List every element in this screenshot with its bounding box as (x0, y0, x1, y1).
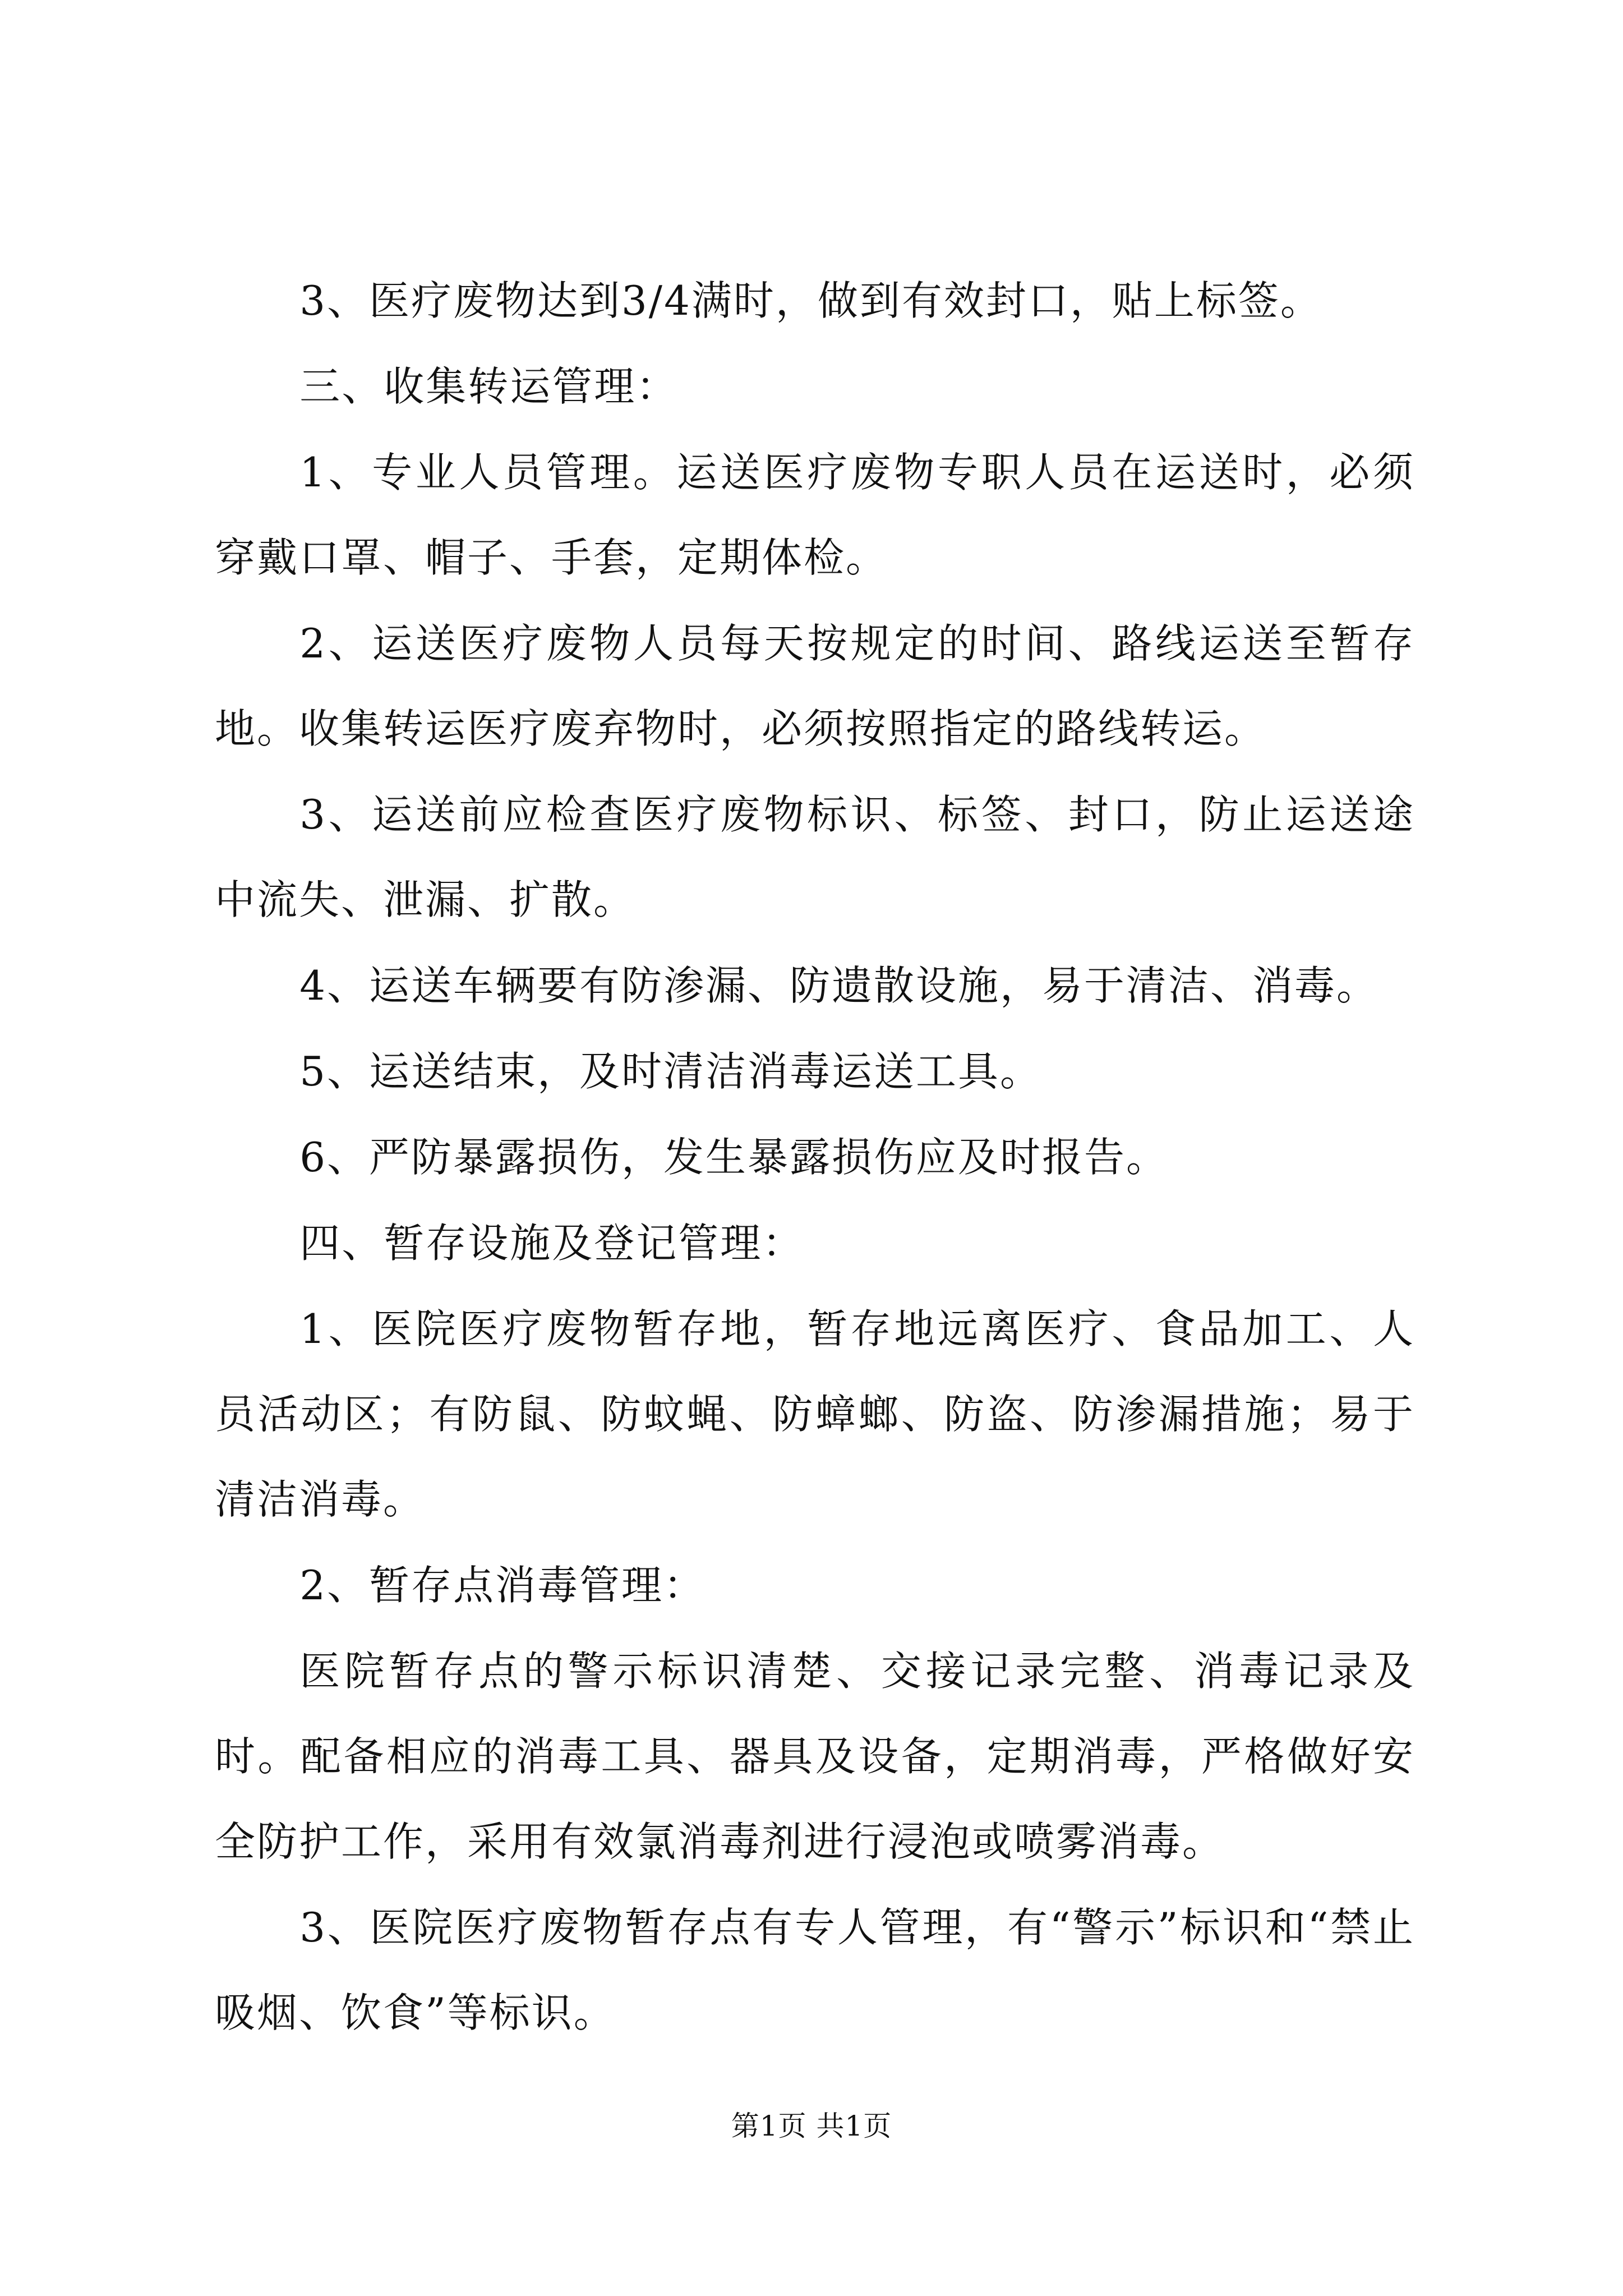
paragraph-storage-disinfection-heading: 2、暂存点消毒管理： (299, 1562, 706, 1609)
paragraph-storage-disinfection-details: 医院暂存点的警示标识清楚、交接记录完整、消毒记录及时。配备相应的消毒工具、器具及设备，定期消毒，严格做好安全防护工作，采用有效氯消毒剂进行浸泡或喷雾消毒。 (215, 1648, 1415, 1865)
paragraph-exposure-report: 6、严防暴露损伤，发生暴露损伤应及时报告。 (299, 1134, 1168, 1181)
paragraph-professional-staff: 1、专业人员管理。运送医疗废物专职人员在运送时，必须穿戴口罩、帽子、手套，定期体检。 (215, 449, 1415, 581)
paragraph-vehicle-requirements: 4、运送车辆要有防渗漏、防遗散设施，易于清洁、消毒。 (299, 962, 1378, 1009)
paragraph-pre-transport-check: 3、运送前应检查医疗废物标识、标签、封口，防止运送途中流失、泄漏、扩散。 (215, 791, 1415, 923)
paragraph-storage-location: 1、医院医疗废物暂存地，暂存地远离医疗、食品加工、人员活动区；有防鼠、防蚊蝇、防蟑螂、防盗、防渗漏措施；易于清洁消毒。 (215, 1305, 1415, 1523)
paragraph-item-3-4-full-seal: 3、医疗废物达到3/4满时，做到有效封口，贴上标签。 (299, 277, 1322, 324)
section-heading-collection-transport: 三、收集转运管理： (299, 363, 679, 410)
page-footer: 第1页 共1页 (731, 2110, 892, 2142)
paragraph-clean-tools: 5、运送结束，及时清洁消毒运送工具。 (299, 1048, 1042, 1095)
document-body (215, 258, 1415, 2056)
section-heading-storage-registration: 四、暂存设施及登记管理： (299, 1220, 805, 1267)
paragraph-transport-route: 2、运送医疗废物人员每天按规定的时间、路线运送至暂存地。收集转运医疗废弃物时，必须按照指定的路线转运。 (215, 620, 1415, 752)
paragraph-storage-management-signs: 3、医院医疗废物暂存点有专人管理，有“警示”标识和“禁止吸烟、饮食”等标识。 (215, 1904, 1415, 2036)
